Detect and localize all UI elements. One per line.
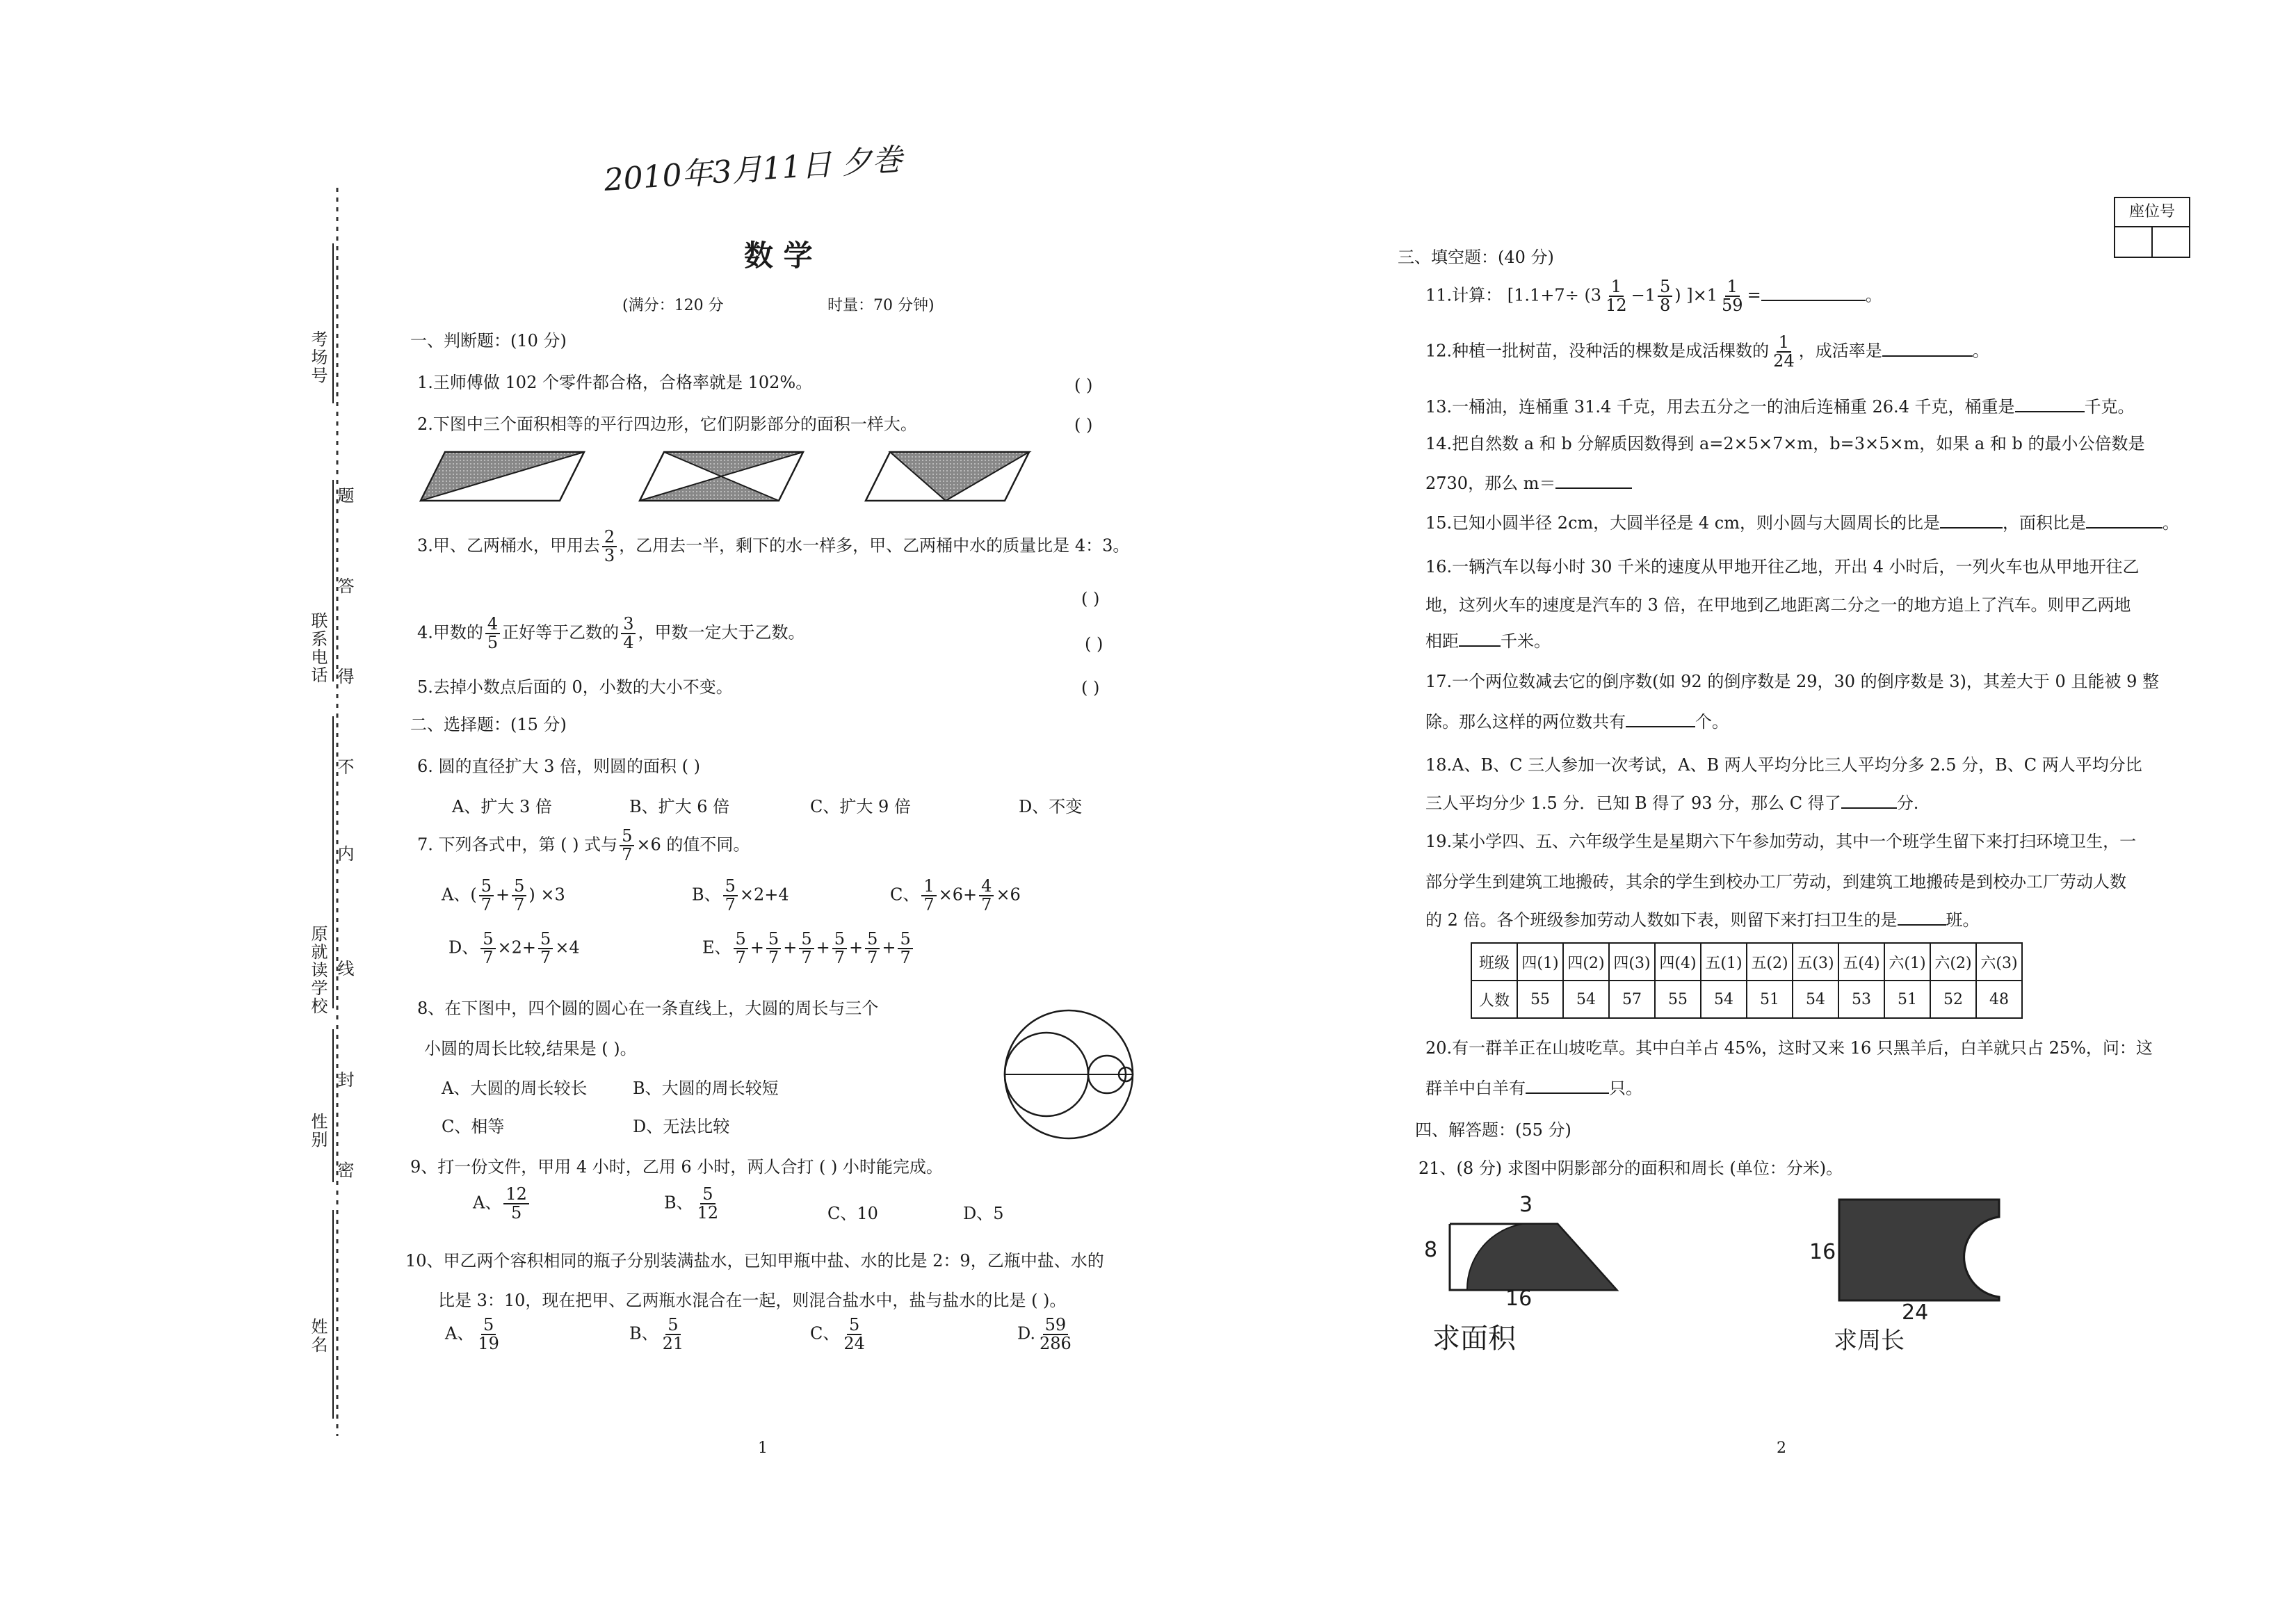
fig1-caption: 求面积 bbox=[1432, 1323, 1516, 1355]
question-2: 2.下图中三个面积相等的平行四边形，它们阴影部分的面积一样大。 bbox=[417, 414, 917, 434]
school-label: 原就读学校 bbox=[308, 925, 328, 1015]
phone-label: 联系电话 bbox=[308, 612, 328, 684]
parallelogram-3 bbox=[866, 452, 1029, 501]
question-19-line1: 19.某小学四、五、六年级学生是星期六下午参加劳动，其中一个班学生留下来打扫环境卫生，一 bbox=[1425, 832, 2137, 851]
answer-paren: ( ) bbox=[1081, 678, 1100, 697]
question-10-line1: 10、甲乙两个容积相同的瓶子分别装满盐水，已知甲瓶中盐、水的比是 2：9，乙瓶中盐、水的 bbox=[405, 1251, 1104, 1271]
time-limit: 时量：70 分钟) bbox=[827, 297, 935, 314]
question-4: 4.甲数的 $\frac{4}{5}$ 正好等于乙数的 $\frac{3}{4}$ ，甲数一定大于乙数。 bbox=[417, 614, 805, 653]
table-cell: 52 bbox=[1930, 981, 1976, 1018]
gender-label: 性别 bbox=[308, 1113, 328, 1149]
q10-option-d: D. $\frac{59}{286}$ bbox=[1017, 1315, 1072, 1354]
exam-no-label: 考场号 bbox=[308, 330, 328, 385]
q8-option-c: C、相等 bbox=[442, 1117, 505, 1136]
q6-option-c: C、扩大 9 倍 bbox=[810, 797, 911, 816]
question-16-line3: 相距 千米。 bbox=[1425, 631, 1551, 651]
question-14-line1: 14.把自然数 a 和 b 分解质因数得到 a=2×5×7×m，b=3×5×m，如果 a 和 b 的最小公倍数是 bbox=[1425, 434, 2145, 453]
table-cell: 四(1) bbox=[1517, 943, 1563, 981]
table-cell: 班级 bbox=[1471, 943, 1517, 981]
table-cell: 54 bbox=[1793, 981, 1838, 1018]
table-cell: 53 bbox=[1838, 981, 1884, 1018]
section-4-heading: 四、解答题：(55 分) bbox=[1415, 1120, 1571, 1140]
parallelograms-figure bbox=[417, 449, 1238, 511]
class-count-table bbox=[1471, 942, 2023, 1019]
question-13: 13.一桶油，连桶重 31.4 千克，用去五分之一的油后连桶重 26.4 千克，桶重是 千克。 bbox=[1425, 397, 2135, 417]
table-cell: 55 bbox=[1517, 981, 1563, 1018]
seal-char: 得 bbox=[334, 668, 354, 686]
question-10-line2: 比是 3：10，现在把甲、乙两瓶水混合在一起，则混合盐水中，盐与盐水的比是 ( )。 bbox=[438, 1291, 1067, 1310]
q6-option-b: B、扩大 6 倍 bbox=[629, 797, 730, 816]
seal-char: 不 bbox=[334, 758, 354, 776]
fig1-bottom-label: 16 bbox=[1505, 1287, 1533, 1311]
q9-option-c: C、10 bbox=[827, 1204, 878, 1223]
table-cell: 51 bbox=[1747, 981, 1793, 1018]
table-cell: 51 bbox=[1884, 981, 1930, 1018]
table-cell: 五(2) bbox=[1747, 943, 1793, 981]
question-12: 12.种植一批树苗，没种活的棵数是成活棵数的 $\frac{1}{24}$ ，成活率是 。 bbox=[1425, 332, 1989, 371]
q7-option-d: D、 $\frac{5}{7}$ ×2+ $\frac{5}{7}$ ×4 bbox=[448, 929, 580, 968]
question-11: 11.计算： [1.1+7÷ (3 $\frac{1}{12}$ −1 $\frac{5}{8}$ ) ]×1 $\frac{1}{59}$ = 。 bbox=[1425, 277, 1882, 316]
question-17-line1: 17.一个两位数减去它的倒序数(如 92 的倒序数是 29，30 的倒序数是 3)，其差大于 0 且能被 9 整 bbox=[1425, 672, 2159, 691]
table-cell: 四(3) bbox=[1609, 943, 1655, 981]
seal-char: 答 bbox=[334, 577, 354, 595]
seal-char: 线 bbox=[334, 960, 354, 978]
question-21: 21、(8 分) 求图中阴影部分的面积和周长 (单位：分米)。 bbox=[1418, 1159, 1843, 1178]
question-15: 15.已知小圆半径 2cm，大圆半径是 4 cm，则小圆与大圆周长的比是 ，面积比是 。 bbox=[1425, 513, 2179, 533]
seal-char: 题 bbox=[334, 487, 354, 505]
handwritten-date: 2010年3月11日 夕巻 bbox=[603, 142, 904, 198]
q10-option-a: A、 $\frac{5}{19}$ bbox=[445, 1315, 499, 1354]
answer-paren: ( ) bbox=[1074, 415, 1093, 435]
question-8-line1: 8、在下图中，四个圆的圆心在一条直线上，大圆的周长与三个 bbox=[417, 999, 879, 1018]
seat-number-box bbox=[2114, 197, 2190, 258]
table-cell: 四(2) bbox=[1563, 943, 1609, 981]
question-5: 5.去掉小数点后面的 0，小数的大小不变。 bbox=[417, 677, 733, 697]
exam-no-line bbox=[332, 243, 334, 403]
q6-option-d: D、不变 bbox=[1019, 797, 1083, 816]
fig2-bottom-label: 24 bbox=[1902, 1300, 1929, 1325]
table-cell: 五(1) bbox=[1701, 943, 1747, 981]
circles-figure bbox=[998, 1005, 1144, 1144]
table-cell: 54 bbox=[1701, 981, 1747, 1018]
q9-option-a: A、 $\frac{12}{5}$ bbox=[473, 1186, 531, 1222]
table-cell: 六(1) bbox=[1884, 943, 1930, 981]
section-1-heading: 一、判断题：(10 分) bbox=[410, 331, 567, 350]
seal-char: 封 bbox=[334, 1071, 354, 1089]
question-8-line2: 小圆的周长比较,结果是 ( )。 bbox=[424, 1039, 637, 1058]
q10-option-c: C、 $\frac{5}{24}$ bbox=[810, 1315, 865, 1354]
page-number-1: 1 bbox=[758, 1439, 768, 1457]
page-title: 数 学 bbox=[744, 239, 813, 273]
q7-option-e: E、 $\frac{5}{7}$ + $\frac{5}{7}$ + $\frac{5}{7}$ + $\frac{5}{7}$ + $\frac{5}{7}$ + $\frac{5}{7}$ bbox=[702, 930, 915, 967]
seal-char: 密 bbox=[334, 1161, 354, 1179]
q10-option-b: B、 $\frac{5}{21}$ bbox=[629, 1315, 684, 1354]
table-cell: 六(2) bbox=[1930, 943, 1976, 981]
fig1-left-label: 8 bbox=[1424, 1238, 1438, 1262]
question-18-line2: 三人平均分少 1.5 分．已知 B 得了 93 分，那么 C 得了 分. bbox=[1425, 793, 1919, 813]
fig2-left-label: 16 bbox=[1809, 1240, 1836, 1264]
seal-char: 内 bbox=[334, 845, 354, 863]
seat-number-label: 座位号 bbox=[2115, 198, 2189, 227]
fig2-caption: 求周长 bbox=[1834, 1327, 1905, 1355]
q8-option-b: B、大圆的周长较短 bbox=[633, 1079, 779, 1098]
table-cell: 57 bbox=[1609, 981, 1655, 1018]
table-cell: 六(3) bbox=[1976, 943, 2022, 981]
question-16-line1: 16.一辆汽车以每小时 30 千米的速度从甲地开往乙地，开出 4 小时后，一列火车也从甲地开往乙 bbox=[1425, 557, 2140, 576]
fig1-top-label: 3 bbox=[1519, 1193, 1533, 1217]
name-label: 姓名 bbox=[308, 1318, 328, 1354]
rectangle-figure bbox=[1836, 1196, 2010, 1307]
table-cell: 48 bbox=[1976, 981, 2022, 1018]
answer-paren: ( ) bbox=[1074, 376, 1093, 395]
table-cell: 五(4) bbox=[1838, 943, 1884, 981]
question-16-line2: 地，这列火车的速度是汽车的 3 倍，在甲地到乙地距离二分之一的地方追上了汽车。则甲乙两地 bbox=[1425, 595, 2131, 615]
question-3: 3.甲、乙两桶水，甲用去 $\frac{2}{3}$ ，乙用去一半，剩下的水一样多，甲、乙两桶中水的质量比是 4：3。 bbox=[417, 527, 1130, 566]
question-17-line2: 除。那么这样的两位数共有 个。 bbox=[1425, 712, 1729, 732]
question-20-line2: 群羊中白羊有 只。 bbox=[1425, 1079, 1642, 1098]
q9-option-d: D、5 bbox=[963, 1204, 1004, 1223]
q8-option-d: D、无法比较 bbox=[633, 1117, 730, 1136]
question-9: 9、打一份文件，甲用 4 小时，乙用 6 小时，两人合打 ( ) 小时能完成。 bbox=[410, 1157, 943, 1177]
answer-paren: ( ) bbox=[1085, 634, 1103, 654]
table-row bbox=[1471, 943, 2022, 981]
q7-option-c: C、 $\frac{1}{7}$ ×6+ $\frac{4}{7}$ ×6 bbox=[890, 876, 1021, 915]
name-line bbox=[332, 1210, 334, 1419]
question-20-line1: 20.有一群羊正在山坡吃草。其中白羊占 45%，这时又来 16 只黑羊后，白羊就只占 25%，问：这 bbox=[1425, 1038, 2153, 1058]
question-19-line2: 部分学生到建筑工地搬砖，其余的学生到校办工厂劳动，到建筑工地搬砖是到校办工厂劳动人数 bbox=[1425, 872, 2126, 892]
table-cell: 五(3) bbox=[1793, 943, 1838, 981]
q9-option-b: B、 $\frac{5}{12}$ bbox=[664, 1184, 719, 1223]
parallelogram-1 bbox=[421, 452, 584, 501]
section-3-heading: 三、填空题：(40 分) bbox=[1398, 248, 1554, 267]
question-7: 7. 下列各式中，第 ( ) 式与 $\frac{5}{7}$ ×6 的值不同。 bbox=[417, 826, 750, 865]
gender-line bbox=[332, 1029, 334, 1182]
table-cell: 54 bbox=[1563, 981, 1609, 1018]
question-18-line1: 18.A、B、C 三人参加一次考试，A、B 两人平均分比三人平均分多 2.5 分，B、C 两人平均分比 bbox=[1425, 755, 2142, 775]
q8-option-a: A、大圆的周长较长 bbox=[442, 1079, 588, 1098]
full-score: (满分：120 分 bbox=[622, 297, 724, 314]
q7-option-b: B、 $\frac{5}{7}$ ×2+4 bbox=[692, 876, 789, 915]
parallelogram-2 bbox=[640, 452, 803, 501]
q7-option-a: A、( $\frac{5}{7}$ + $\frac{5}{7}$ ) ×3 bbox=[442, 876, 565, 915]
table-cell: 55 bbox=[1655, 981, 1701, 1018]
question-6: 6. 圆的直径扩大 3 倍，则圆的面积 ( ) bbox=[417, 757, 701, 776]
section-2-heading: 二、选择题：(15 分) bbox=[410, 715, 567, 734]
table-row bbox=[1471, 981, 2022, 1018]
question-14-line2: 2730，那么 m＝ bbox=[1425, 469, 1632, 494]
answer-paren: ( ) bbox=[1081, 589, 1100, 608]
table-cell: 人数 bbox=[1471, 981, 1517, 1018]
question-19-line3: 的 2 倍。各个班级参加劳动人数如下表，则留下来打扫卫生的是 班。 bbox=[1425, 910, 1980, 930]
page-number-2: 2 bbox=[1777, 1439, 1786, 1457]
q6-option-a: A、扩大 3 倍 bbox=[452, 797, 552, 816]
question-1: 1.王师傅做 102 个零件都合格，合格率就是 102%。 bbox=[417, 373, 813, 392]
table-cell: 四(4) bbox=[1655, 943, 1701, 981]
